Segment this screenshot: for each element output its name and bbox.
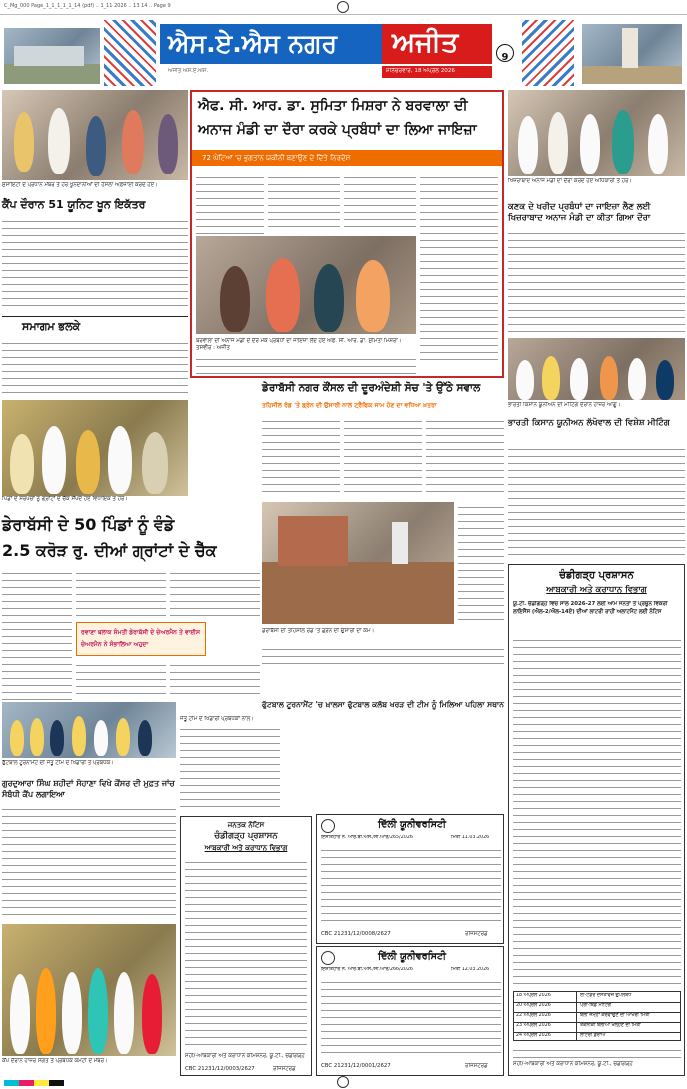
brief-story <box>2 338 188 394</box>
football-photo <box>2 702 176 758</box>
du-1-title: ਦਿੱਲੀ ਯੂਨੀਵਰਸਿਟੀ <box>378 819 446 830</box>
grants-story <box>2 496 260 700</box>
lead-story-col-2 <box>268 172 340 232</box>
lead-photo <box>196 236 416 334</box>
derabassi-bottom-text <box>262 644 504 666</box>
blood-donation-photo <box>2 90 188 180</box>
brief-headline: ਸਮਾਗਮ ਭਲਕੇ <box>22 320 81 333</box>
du-2-ref: ਇਸ਼ਤਿਹਾਰ ਨੰ. ਆਰ.ਬੀ.ਐਸ./ਸੀ.ਆਰ/266/2026 <box>321 967 413 972</box>
kisan-story <box>508 444 685 556</box>
registration-mark-bottom-icon <box>337 1076 349 1088</box>
du-1-body <box>321 845 501 927</box>
scan-strip <box>0 0 687 15</box>
public-notice-dept: ਆਬਕਾਰੀ ਅਤੇ ਕਰਾਧਾਨ ਵਿਭਾਗ <box>204 844 288 852</box>
du-notice-1 <box>316 814 504 944</box>
excise-table-date: 23 ਅਪ੍ਰੈਲ 2026 <box>516 1023 551 1028</box>
kisan-headline: ਭਾਰਤੀ ਕਿਸਾਨ ਯੂਨੀਅਨ ਲੱਖੋਵਾਲ ਦੀ ਵਿਸ਼ੇਸ਼ ਮੀਟਿੰਗ <box>508 418 670 428</box>
excise-table-detail: ਈ-ਟੈਂਡਰ ਦਸਤਾਵੇਜ਼ ਉਪਲਬਧ <box>580 993 632 998</box>
lead-story-col-4 <box>420 172 498 366</box>
excise-table-detail: ਲਾਟਰੀ ਡਰਾਅ <box>580 1033 606 1038</box>
lead-story-col-3 <box>344 172 416 232</box>
excise-notice <box>508 564 685 1076</box>
du-notice-2 <box>316 946 504 1076</box>
lead-headline-2: ਅਨਾਜ ਮੰਡੀ ਦਾ ਦੌਰਾ ਕਰਕੇ ਪ੍ਰਬੰਧਾਂ ਦਾ ਲਿਆ ਜਾਇਜ਼ਾ <box>198 122 477 138</box>
blood-donation-caption: ਸੁਸਾਇਟੀ ਦੇ ਪ੍ਰਧਾਨ ਮੈਂਬਰ ਤੇ ਹੋਰ ਖੂਨਦਾਨੀਆਂ ਦੀ ਹੌਸਲਾ ਅਫ਼ਜ਼ਾਈ ਕਰਦੇ ਹੋਏ। <box>2 182 158 188</box>
lead-subhead: 72 ਘੰਟਿਆਂ 'ਚ ਭੁਗਤਾਨ ਯਕੀਨੀ ਬਣਾਉਣ ਦੇ ਦਿੱਤੇ ਨਿਰਦੇਸ਼ <box>202 154 351 162</box>
grants-headline-1: ਡੇਰਾਬੱਸੀ ਦੇ 50 ਪਿੰਡਾਂ ਨੂੰ ਵੰਡੇ <box>2 515 175 534</box>
football-headline: ਫੁੱਟਬਾਲ ਟੂਰਨਾਮੈਂਟ 'ਚ ਖ਼ਾਲਸਾ ਫੁੱਟਬਾਲ ਕਲੱਬ ਖਰੜ ਦੀ ਟੀਮ ਨੂੰ ਮਿਲਿਆ ਪਹਿਲਾ ਸਥਾਨ <box>262 700 504 709</box>
excise-notice-footer-text <box>513 1045 681 1059</box>
public-notice-body <box>185 857 307 1051</box>
masthead-city-title: ਐਸ.ਏ.ਐਸ ਨਗਰ <box>168 29 337 58</box>
derabassi-photo-caption: ਡੇਰਾਬੱਸੀ ਦੀ ਤਹਿਸੀਲ ਰੋਡ 'ਤੇ ਡ੍ਰੇਨ ਦੀ ਉਸਾਰੀ ਦਾ ਕੰਮ। <box>262 628 375 634</box>
football-story <box>180 724 280 812</box>
masthead-sub-label: ਅਜੀਤ ਐਸ.ਏ.ਐਸ. <box>168 68 209 74</box>
grants-sub-box-text: ਰਵਾਣਾ ਬਲਾਕ ਸੰਮਤੀ ਡੇਰਾਬੱਸੀ ਦੇ ਚੇਅਰਮੈਨ ਤੇ ਵਾਈਸ ਚੇਅਰਮੈਨ ਨੇ ਸੰਭਾਲਿਆ ਅਹੁਦਾ <box>81 629 200 648</box>
derabassi-story <box>262 380 504 666</box>
grants-story-text-5 <box>170 660 260 700</box>
excise-notice-signature: ਸਹੀ/-ਆਬਕਾਰੀ ਅਤੇ ਕਰਾਧਾਨ ਕਮਿਸ਼ਨਰ, ਯੂ.ਟੀ., ਚੰਡੀਗੜ੍ਹ <box>513 1061 633 1067</box>
blood-donation-story <box>2 216 188 312</box>
public-notice-cbc: CBC 21231/12/0003/2627 <box>185 1066 255 1072</box>
divider-line <box>2 316 188 317</box>
du-1-ref: ਇਸ਼ਤਿਹਾਰ ਨੰ. ਆਰ.ਬੀ.ਐਸ./ਸੀ.ਆਰ/265/2026 <box>321 835 413 840</box>
page-number-badge <box>496 44 514 62</box>
grants-headline-2: 2.5 ਕਰੋੜ ਰੁ. ਦੀਆਂ ਗ੍ਰਾਂਟਾਂ ਦੇ ਚੈੱਕ <box>2 541 217 560</box>
masthead-right-photo <box>582 24 682 84</box>
kisan-photo <box>508 338 685 400</box>
du-2-tag: ਰਜਿਸਟਰਡ <box>465 1063 488 1069</box>
gurdwara-caption: ਕੈਂਪ ਦੌਰਾਨ ਹਾਜ਼ਰ ਸੰਗਤ ਤੇ ਪ੍ਰਬੰਧਕ ਕਮੇਟੀ ਦੇ ਮੈਂਬਰ। <box>2 1058 108 1064</box>
lead-story-bottom <box>196 354 416 374</box>
khizrabad-headline: ਕਣਕ ਦੇ ਖਰੀਦ ਪ੍ਰਬੰਧਾਂ ਦਾ ਜਾਇਜ਼ਾ ਲੈਣ ਲਈ ਖਿਜ਼ਰਾਬਾਦ ਅਨਾਜ ਮੰਡੀ ਦਾ ਕੀਤਾ ਗਿਆ ਦੌਰਾ <box>508 202 651 223</box>
gurdwara-headline: ਗੁਰਦੁਆਰਾ ਸਿੰਘ ਸ਼ਹੀਦਾਂ ਸੋਹਾਣਾ ਵਿਖੇ ਕੌਂਸਰ ਦੀ ਮੁਫ਼ਤ ਜਾਂਚ ਸੰਬੰਧੀ ਕੈਂਪ ਲਗਾਇਆ <box>2 779 175 799</box>
du-2-date: ਮਿਤੀ 12.03.2026 <box>451 967 490 972</box>
du-2-body <box>321 977 501 1059</box>
excise-notice-org: ਚੰਡੀਗੜ੍ਹ ਪ੍ਰਸ਼ਾਸਨ <box>559 570 634 581</box>
excise-table-date: 22 ਅਪ੍ਰੈਲ 2026 <box>516 1013 551 1018</box>
page-number: 9 <box>501 52 509 63</box>
kisan-caption: ਭਾਰਤੀ ਕਿਸਾਨ ਯੂਨੀਅਨ ਦੀ ਮੀਟਿੰਗ ਦੌਰਾਨ ਹਾਜ਼ਰ ਆਗੂ। <box>508 402 621 408</box>
bottom-color-bar <box>4 1080 64 1086</box>
masthead-paper-name: ਅਜੀਤ <box>392 27 459 58</box>
derabassi-story-text-2 <box>344 416 422 498</box>
derabassi-subhead-bar <box>262 400 504 412</box>
public-notice-signature: ਸਹੀ/-ਆਬਕਾਰੀ ਅਤੇ ਕਰਾਧਾਨ ਕਮਿਸ਼ਨਰ, ਯੂ.ਟੀ., ਚੰਡੀਗੜ੍ਹ <box>185 1053 305 1059</box>
du-1-tag: ਰਜਿਸਟਰਡ <box>465 931 488 937</box>
lead-headline-1: ਐਫ. ਸੀ. ਆਰ. ਡਾ. ਸੁਮਿਤਾ ਮਿਸ਼ਰਾ ਨੇ ਬਰਵਾਲਾ ਦੀ <box>198 98 468 114</box>
grants-photo <box>2 400 188 496</box>
derabassi-headline: ਡੇਰਾਬੱਸੀ ਨਗਰ ਕੌਂਸਲ ਦੀ ਦੂਰਅੰਦੇਸ਼ੀ ਸੋਚ 'ਤੇ ਉੱਠੇ ਸਵਾਲ <box>262 382 481 394</box>
masthead-banner <box>160 24 492 64</box>
left-column <box>2 90 188 496</box>
grants-story-text-1 <box>2 568 72 700</box>
gurdwara-story <box>2 804 176 920</box>
football-photo-caption: ਜੇਤੂ ਟੀਮ ਦੇ ਖਿਡਾਰੀ ਪ੍ਰਬੰਧਕਾਂ ਨਾਲ। <box>180 716 254 722</box>
derabassi-side-text <box>458 502 504 624</box>
masthead-left-photo <box>4 28 100 84</box>
masthead-left-pattern <box>104 20 156 86</box>
masthead <box>0 18 687 88</box>
excise-table-detail: ਬੋਲੀ ਜਮ੍ਹਾਂ ਕਰਵਾਉਣ ਦੀ ਆਖਰੀ ਮਿਤੀ <box>580 1013 650 1018</box>
excise-table-date: 18 ਅਪ੍ਰੈਲ 2026 <box>516 993 551 998</box>
public-notice-title: ਜਨਤਕ ਨੋਟਿਸ <box>227 821 265 829</box>
excise-notice-intro: ਯੂ.ਟੀ. ਚੰਡੀਗੜ੍ਹ ਵਿਚ ਸਾਲ 2026-27 ਲਈ ਆਮ ਜਨਤਾ ਤੋਂ ਪ੍ਰਚੂਨ ਵਿਕਰੀ ਲਾਇਸੈਂਸ (ਐਲ-2/ਐਲ-14ਏ) ਦੀਆਂ ਲਾਟਰੀ ਰਾਹੀਂ ਅਲਾਟਮੈਂਟ ਲਈ ਨੋਟਿਸ <box>513 601 668 615</box>
gurdwara-photo <box>2 924 176 1056</box>
excise-table-detail: ਤਕਨੀਕੀ ਬੋਲੀਆਂ ਖੋਲ੍ਹਣ ਦੀ ਮਿਤੀ <box>580 1023 641 1028</box>
grants-story-text-4 <box>76 660 166 700</box>
excise-table-date: 24 ਅਪ੍ਰੈਲ 2026 <box>516 1033 551 1038</box>
du-2-logo-icon <box>321 951 335 965</box>
excise-table-row <box>514 1032 680 1041</box>
excise-table-date: 20 ਅਪ੍ਰੈਲ 2026 <box>516 1003 551 1008</box>
right-column <box>508 90 685 560</box>
scan-label: C_Mg_000 Page_1_1_1_1_1_14 (pdf) .. 1_11 2026 .. 13 14 .. Page 9 <box>4 3 171 9</box>
derabassi-story-text-3 <box>426 416 504 498</box>
khizrabad-story <box>508 228 685 332</box>
masthead-right-pattern <box>522 20 574 86</box>
khizrabad-caption: ਖਿਜ਼ਰਾਬਾਦ ਅਨਾਜ ਮੰਡੀ ਦਾ ਦੌਰਾ ਕਰਦੇ ਹੋਏ ਅਧਿਕਾਰੀ ਤੇ ਹੋਰ। <box>508 178 632 184</box>
grants-story-text-3 <box>170 568 260 618</box>
registration-mark-icon <box>337 1 349 13</box>
masthead-red-panel <box>382 24 492 64</box>
excise-notice-dept: ਆਬਕਾਰੀ ਅਤੇ ਕਰਾਧਾਨ ਵਿਭਾਗ <box>546 585 647 595</box>
excise-table-detail: ਪ੍ਰੀ-ਬਿਡ ਮੀਟਿੰਗ <box>580 1003 611 1008</box>
du-1-date: ਮਿਤੀ 11.03.2026 <box>451 835 490 840</box>
lead-photo-caption: ਬਰਵਾਲਾ ਦੀ ਅਨਾਜ ਮੰਡੀ ਦੇ ਦੌਰੇ ਮੌਕੇ ਪ੍ਰਬੰਧਾਂ ਦਾ ਜਾਇਜ਼ਾ ਲੈਂਦੇ ਹੋਏ ਐਫ. ਸੀ. ਆਰ. ਡਾ. ਸੁਮਿਤਾ ਮਿਸ਼ਰਾ। ਤਸਵੀਰ : ਅਜੀਤ <box>196 338 402 351</box>
grants-sub-box <box>76 622 206 656</box>
masthead-date: ਸ਼ਨਿੱਚਰਵਾਰ, 18 ਅਪ੍ਰੈਲ 2026 <box>386 68 455 74</box>
public-notice-org: ਚੰਡੀਗੜ੍ਹ ਪ੍ਰਸ਼ਾਸਨ <box>214 831 278 841</box>
lead-story <box>190 90 504 378</box>
du-1-logo-icon <box>321 819 335 833</box>
khizrabad-photo <box>508 90 685 176</box>
public-notice <box>180 816 312 1076</box>
grants-story-text-2 <box>76 568 166 618</box>
derabassi-subhead: ਤਹਿਸੀਲ ਰੋਡ 'ਤੇ ਡ੍ਰੇਨ ਦੀ ਉਸਾਰੀ ਨਾਲ ਟ੍ਰੈਫਿਕ ਜਾਮ ਹੋਣ ਦਾ ਵਧਿਆ ਖ਼ਤਰਾ <box>262 402 437 409</box>
lead-subhead-bar <box>192 150 502 166</box>
du-1-cbc: CBC 21231/12/0008/2627 <box>321 931 391 937</box>
du-2-cbc: CBC 21231/12/0001/2627 <box>321 1063 391 1069</box>
grants-caption: ਪਿੰਡਾਂ ਦੇ ਸਰਪੰਚਾਂ ਨੂੰ ਗ੍ਰਾਂਟਾਂ ਦੇ ਚੈੱਕ ਸੌਂਪਦੇ ਹੋਏ ਵਿਧਾਇਕ ਤੇ ਹੋਰ। <box>2 496 128 502</box>
masthead-date-bar <box>382 66 492 78</box>
excise-notice-table <box>513 991 681 1041</box>
excise-notice-body <box>513 635 681 987</box>
derabassi-story-text-1 <box>262 416 340 498</box>
public-notice-tag: ਰਜਿਸਟਰਡ <box>273 1066 296 1072</box>
football-team-caption: ਫੁੱਟਬਾਲ ਟੂਰਨਾਮੈਂਟ ਦੀ ਜੇਤੂ ਟੀਮ ਦੇ ਖਿਡਾਰੀ ਤੇ ਪ੍ਰਬੰਧਕ। <box>2 760 114 766</box>
derabassi-photo <box>262 502 454 624</box>
blood-donation-headline: ਕੈਂਪ ਦੌਰਾਨ 51 ਯੂਨਿਟ ਖੂਨ ਇਕੱਤਰ <box>2 198 146 211</box>
du-2-title: ਦਿੱਲੀ ਯੂਨੀਵਰਸਿਟੀ <box>378 951 446 962</box>
